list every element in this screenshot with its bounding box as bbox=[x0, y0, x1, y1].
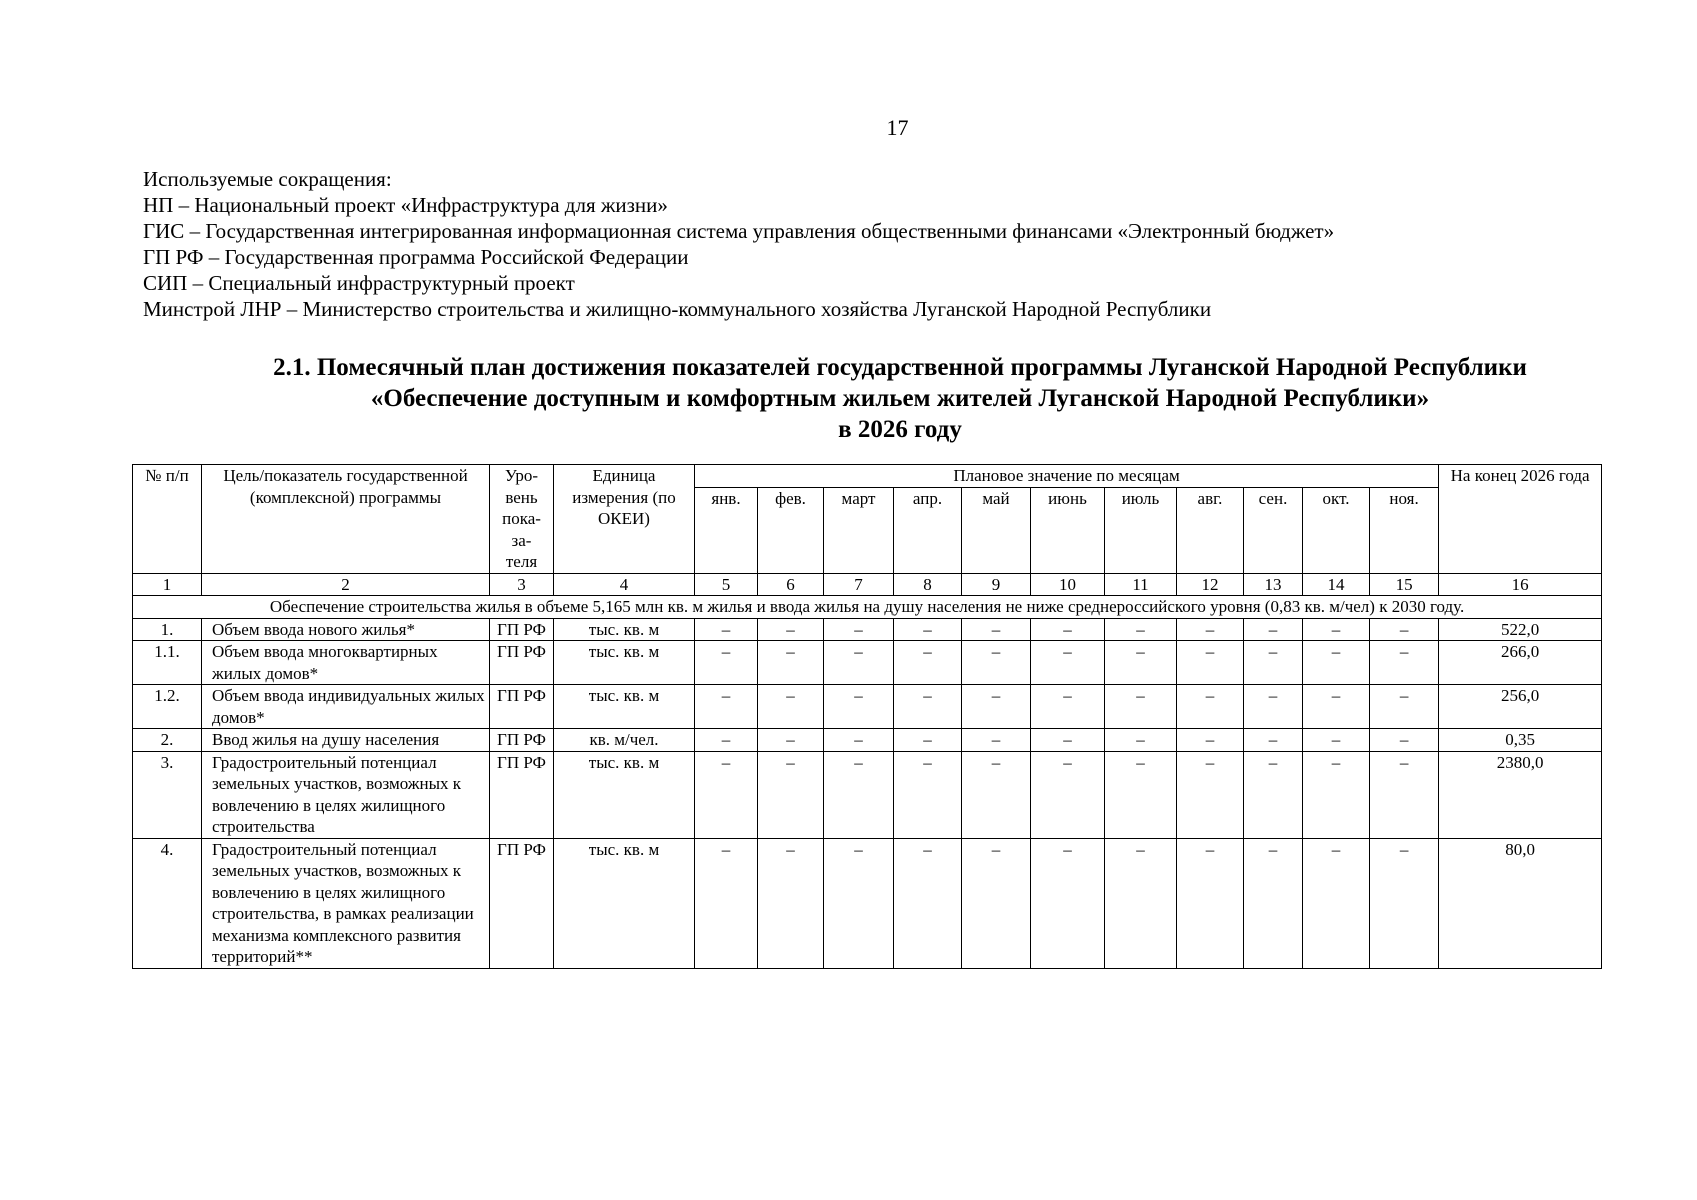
title-line-2: «Обеспечение доступным и комфортным жильем жителей Луганской Народной Республики» bbox=[370, 385, 1430, 412]
unit-of-measure: тыс. кв. м bbox=[554, 641, 695, 685]
month-value: – bbox=[1244, 641, 1303, 685]
column-number: 16 bbox=[1439, 573, 1602, 596]
goal-row bbox=[133, 596, 1602, 619]
month-value: – bbox=[1370, 685, 1439, 729]
month-value: – bbox=[1105, 729, 1177, 752]
header-goal: Цель/показатель государственной (комплексной) программы bbox=[202, 465, 490, 574]
column-number: 5 bbox=[695, 573, 758, 596]
unit-of-measure: тыс. кв. м bbox=[554, 751, 695, 838]
column-number-row bbox=[133, 573, 1602, 596]
month-value: – bbox=[1177, 685, 1244, 729]
indicator-level: ГП РФ bbox=[490, 685, 554, 729]
month-value: – bbox=[1177, 751, 1244, 838]
indicator-level: ГП РФ bbox=[490, 729, 554, 752]
abbreviation-item: Минстрой ЛНР – Министерство строительства и жилищно-коммунального хозяйства Луганской Народной Республики bbox=[143, 297, 1212, 321]
month-value: – bbox=[758, 618, 824, 641]
month-value: – bbox=[1177, 641, 1244, 685]
header-month: авг. bbox=[1177, 488, 1244, 573]
header-planned: Плановое значение по месяцам bbox=[695, 465, 1439, 488]
month-value: – bbox=[758, 838, 824, 968]
month-value: – bbox=[894, 838, 962, 968]
row-number: 3. bbox=[133, 751, 202, 838]
column-number: 3 bbox=[490, 573, 554, 596]
column-number: 11 bbox=[1105, 573, 1177, 596]
month-value: – bbox=[1031, 685, 1105, 729]
month-value: – bbox=[824, 685, 894, 729]
month-value: – bbox=[824, 618, 894, 641]
month-value: – bbox=[758, 641, 824, 685]
section-title bbox=[150, 352, 1650, 445]
abbreviations-heading: Используемые сокращения: bbox=[143, 167, 392, 191]
month-value: – bbox=[962, 751, 1031, 838]
indicator-level: ГП РФ bbox=[490, 618, 554, 641]
month-value: – bbox=[962, 618, 1031, 641]
month-value: – bbox=[758, 685, 824, 729]
month-value: – bbox=[824, 729, 894, 752]
month-value: – bbox=[1303, 751, 1370, 838]
unit-of-measure: кв. м/чел. bbox=[554, 729, 695, 752]
column-number: 14 bbox=[1303, 573, 1370, 596]
indicator-name: Градостроительный потенциал земельных участков, возможных к вовлечению в целях жилищного строительства, в рамках реализации механизма комплексного развития территорий** bbox=[202, 838, 490, 968]
month-value: – bbox=[962, 685, 1031, 729]
header-month: окт. bbox=[1303, 488, 1370, 573]
month-value: – bbox=[695, 729, 758, 752]
month-value: – bbox=[758, 751, 824, 838]
indicator-name: Объем ввода нового жилья* bbox=[202, 618, 490, 641]
end-of-year-value: 256,0 bbox=[1439, 685, 1602, 729]
abbreviations-list bbox=[143, 166, 1334, 322]
column-number: 7 bbox=[824, 573, 894, 596]
column-number: 2 bbox=[202, 573, 490, 596]
monthly-plan-table bbox=[132, 464, 1602, 969]
month-value: – bbox=[1031, 751, 1105, 838]
month-value: – bbox=[1370, 751, 1439, 838]
table-row bbox=[133, 838, 1602, 968]
month-value: – bbox=[1244, 729, 1303, 752]
month-value: – bbox=[894, 685, 962, 729]
end-of-year-value: 0,35 bbox=[1439, 729, 1602, 752]
month-value: – bbox=[1105, 751, 1177, 838]
month-value: – bbox=[1105, 641, 1177, 685]
unit-of-measure: тыс. кв. м bbox=[554, 838, 695, 968]
abbreviation-item: СИП – Специальный инфраструктурный проект bbox=[143, 271, 575, 295]
table-row bbox=[133, 618, 1602, 641]
row-number: 1.1. bbox=[133, 641, 202, 685]
unit-of-measure: тыс. кв. м bbox=[554, 685, 695, 729]
month-value: – bbox=[695, 685, 758, 729]
title-line-1: 2.1. Помесячный план достижения показателей государственной программы Луганской Народной Республики bbox=[273, 354, 1527, 381]
abbreviation-item: ГП РФ – Государственная программа Российской Федерации bbox=[143, 245, 689, 269]
month-value: – bbox=[1370, 729, 1439, 752]
column-number: 12 bbox=[1177, 573, 1244, 596]
row-number: 4. bbox=[133, 838, 202, 968]
row-number: 1. bbox=[133, 618, 202, 641]
table-row bbox=[133, 729, 1602, 752]
month-value: – bbox=[1370, 618, 1439, 641]
column-number: 4 bbox=[554, 573, 695, 596]
indicator-name: Объем ввода многоквартирных жилых домов* bbox=[202, 641, 490, 685]
end-of-year-value: 2380,0 bbox=[1439, 751, 1602, 838]
header-end-of-year: На конец 2026 года bbox=[1439, 465, 1602, 574]
month-value: – bbox=[1244, 685, 1303, 729]
table-row bbox=[133, 641, 1602, 685]
month-value: – bbox=[695, 751, 758, 838]
end-of-year-value: 80,0 bbox=[1439, 838, 1602, 968]
month-value: – bbox=[1105, 685, 1177, 729]
goal-text: Обеспечение строительства жилья в объеме 5,165 млн кв. м жилья и ввода жилья на душу населения не ниже среднероссийского уровня (0,83 кв. м/чел) к 2030 году. bbox=[133, 596, 1602, 619]
indicator-name: Объем ввода индивидуальных жилых домов* bbox=[202, 685, 490, 729]
indicator-level: ГП РФ bbox=[490, 751, 554, 838]
header-month: март bbox=[824, 488, 894, 573]
header-month: апр. bbox=[894, 488, 962, 573]
month-value: – bbox=[894, 751, 962, 838]
month-value: – bbox=[1177, 838, 1244, 968]
indicator-level: ГП РФ bbox=[490, 641, 554, 685]
month-value: – bbox=[1244, 618, 1303, 641]
column-number: 9 bbox=[962, 573, 1031, 596]
month-value: – bbox=[1303, 641, 1370, 685]
title-line-3: в 2026 году bbox=[838, 416, 962, 443]
month-value: – bbox=[1370, 641, 1439, 685]
header-num: № п/п bbox=[133, 465, 202, 574]
header-month: сен. bbox=[1244, 488, 1303, 573]
month-value: – bbox=[824, 838, 894, 968]
header-level: Уро- вень пока- за- теля bbox=[490, 465, 554, 574]
month-value: – bbox=[894, 729, 962, 752]
indicator-name: Ввод жилья на душу населения bbox=[202, 729, 490, 752]
month-value: – bbox=[824, 641, 894, 685]
header-month: янв. bbox=[695, 488, 758, 573]
abbreviation-item: НП – Национальный проект «Инфраструктура для жизни» bbox=[143, 193, 668, 217]
header-month: май bbox=[962, 488, 1031, 573]
month-value: – bbox=[1105, 838, 1177, 968]
month-value: – bbox=[1105, 618, 1177, 641]
month-value: – bbox=[1177, 618, 1244, 641]
month-value: – bbox=[695, 641, 758, 685]
row-number: 1.2. bbox=[133, 685, 202, 729]
table-row bbox=[133, 751, 1602, 838]
header-month: июль bbox=[1105, 488, 1177, 573]
table-row bbox=[133, 685, 1602, 729]
month-value: – bbox=[894, 618, 962, 641]
abbreviation-item: ГИС – Государственная интегрированная информационная система управления общественными финансами «Электронный бюджет» bbox=[143, 219, 1335, 243]
column-number: 13 bbox=[1244, 573, 1303, 596]
end-of-year-value: 266,0 bbox=[1439, 641, 1602, 685]
month-value: – bbox=[1031, 729, 1105, 752]
month-value: – bbox=[962, 838, 1031, 968]
month-value: – bbox=[962, 729, 1031, 752]
month-value: – bbox=[1177, 729, 1244, 752]
row-number: 2. bbox=[133, 729, 202, 752]
header-month: фев. bbox=[758, 488, 824, 573]
month-value: – bbox=[695, 838, 758, 968]
column-number: 8 bbox=[894, 573, 962, 596]
month-value: – bbox=[1031, 618, 1105, 641]
column-number: 1 bbox=[133, 573, 202, 596]
month-value: – bbox=[1303, 685, 1370, 729]
header-unit: Единица измерения (по ОКЕИ) bbox=[554, 465, 695, 574]
month-value: – bbox=[1303, 618, 1370, 641]
month-value: – bbox=[695, 618, 758, 641]
end-of-year-value: 522,0 bbox=[1439, 618, 1602, 641]
column-number: 6 bbox=[758, 573, 824, 596]
unit-of-measure: тыс. кв. м bbox=[554, 618, 695, 641]
indicator-name: Градостроительный потенциал земельных участков, возможных к вовлечению в целях жилищного строительства bbox=[202, 751, 490, 838]
month-value: – bbox=[1370, 838, 1439, 968]
month-value: – bbox=[824, 751, 894, 838]
month-value: – bbox=[1303, 729, 1370, 752]
month-value: – bbox=[1303, 838, 1370, 968]
month-value: – bbox=[1031, 641, 1105, 685]
month-value: – bbox=[894, 641, 962, 685]
indicator-level: ГП РФ bbox=[490, 838, 554, 968]
page-number: 17 bbox=[886, 115, 909, 140]
month-value: – bbox=[758, 729, 824, 752]
column-number: 10 bbox=[1031, 573, 1105, 596]
month-value: – bbox=[1244, 751, 1303, 838]
header-month: ноя. bbox=[1370, 488, 1439, 573]
month-value: – bbox=[1244, 838, 1303, 968]
month-value: – bbox=[1031, 838, 1105, 968]
month-value: – bbox=[962, 641, 1031, 685]
column-number: 15 bbox=[1370, 573, 1439, 596]
header-month: июнь bbox=[1031, 488, 1105, 573]
